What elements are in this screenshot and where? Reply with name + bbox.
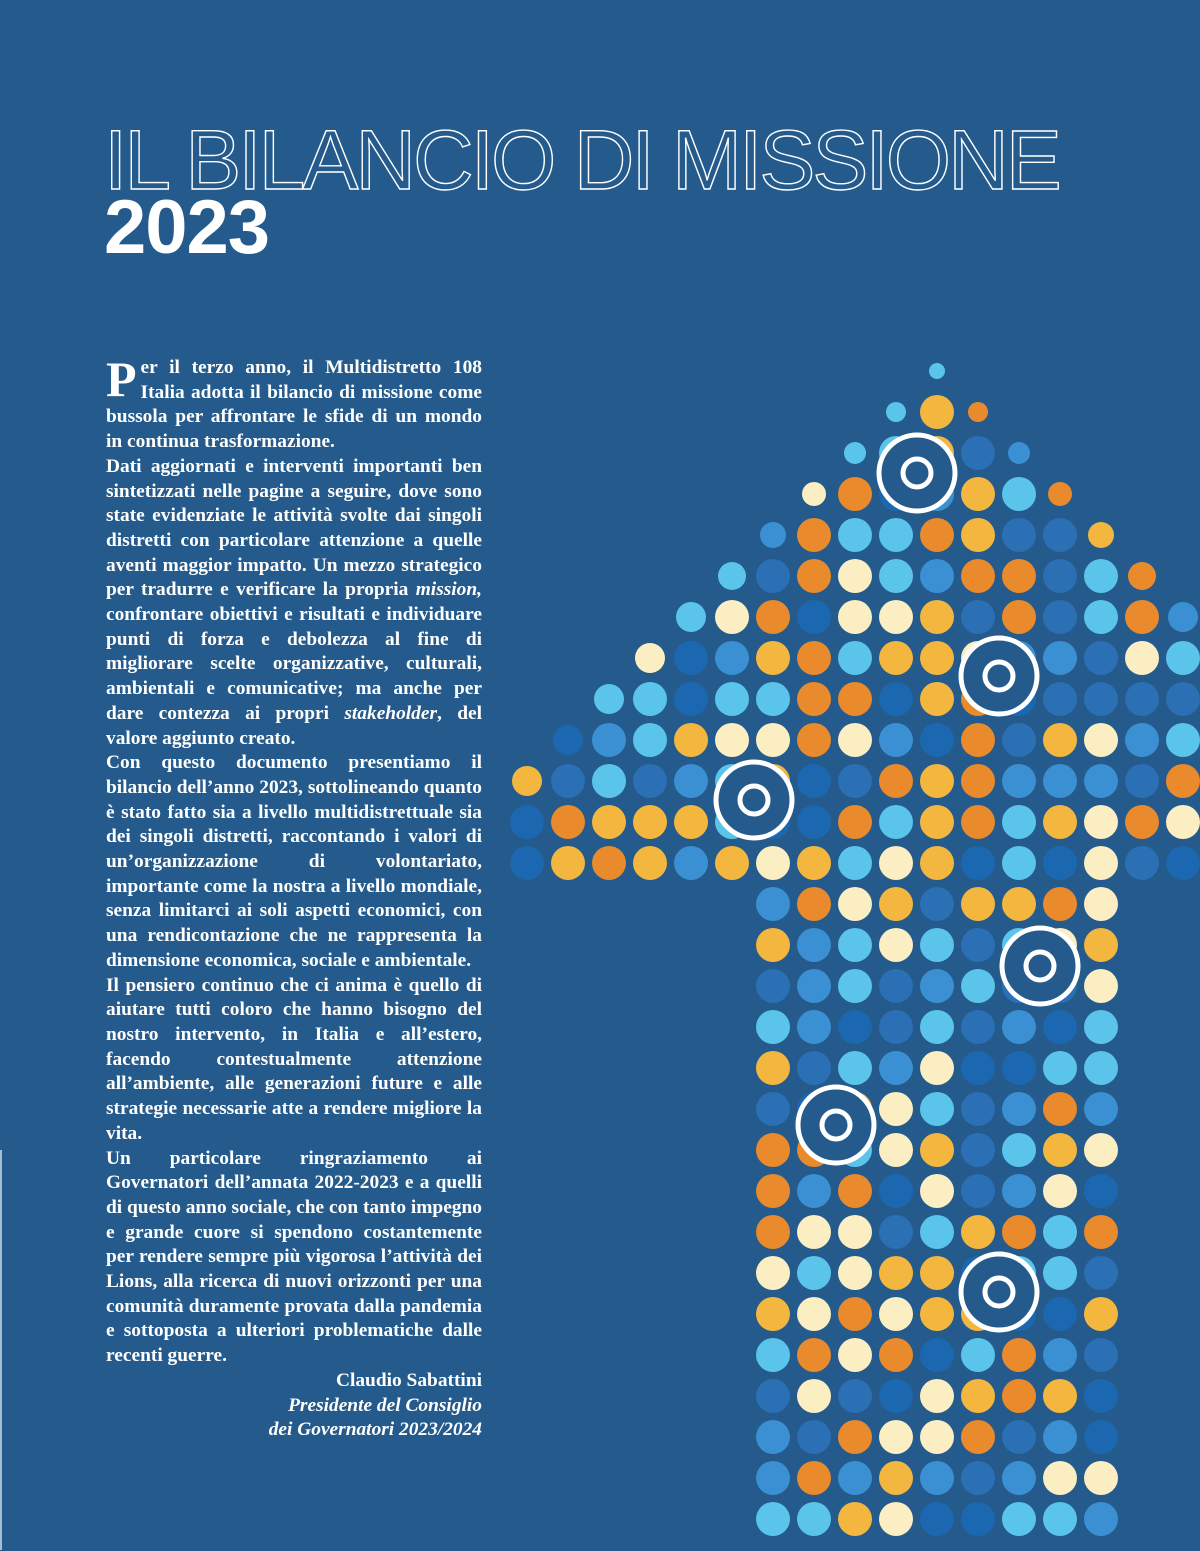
arrow-dot [1084,1379,1118,1413]
arrow-dot [674,641,708,675]
eye-icon [961,638,1037,714]
arrow-dot [551,764,585,798]
arrow-dot [838,805,872,839]
arrow-dot [879,1379,913,1413]
arrow-dot [1166,764,1200,798]
arrow-dot [961,559,995,593]
arrow-dot [1084,1092,1118,1126]
arrow-dot [1084,559,1118,593]
hands-person-icon [879,435,955,511]
arrow-dot [929,363,945,379]
arrow-dot [879,1010,913,1044]
arrow-dot [879,682,913,716]
arrow-dot [1084,1010,1118,1044]
arrow-dot [961,1502,995,1536]
arrow-dot [961,723,995,757]
arrow-dot [879,764,913,798]
arrow-dot [961,846,995,880]
arrow-dot [920,1338,954,1372]
arrow-dot [1043,1461,1077,1495]
arrow-dot [838,1461,872,1495]
arrow-dot [510,846,544,880]
arrow-dot [920,1092,954,1126]
arrow-dot [1125,682,1159,716]
arrow-dot [879,1297,913,1331]
arrow-dot [838,559,872,593]
arrow-dot [1043,600,1077,634]
arrow-dot [1166,846,1200,880]
arrow-dot [1048,482,1072,506]
arrow-dot [879,846,913,880]
arrow-dot [797,1297,831,1331]
arrow-dot [1002,1502,1036,1536]
arrow-dot [961,1379,995,1413]
arrow-dot [961,1420,995,1454]
arrow-dot [512,766,542,796]
arrow-dot [920,1010,954,1044]
arrow-dot [920,600,954,634]
arrow-dot [920,518,954,552]
signature-name: Claudio Sabattini [335,1369,482,1391]
arrow-dot [797,682,831,716]
arrow-dot [1125,641,1159,675]
arrow-dot [838,723,872,757]
arrow-dot [1043,764,1077,798]
arrow-dot [756,1297,790,1331]
arrow-dot [1043,1297,1077,1331]
arrow-dot [838,682,872,716]
arrow-dot [756,928,790,962]
arrow-dot [592,805,626,839]
ribbon-icon [1002,928,1078,1004]
drop-cap: P [106,351,137,407]
arrow-dot [797,805,831,839]
arrow-dot [838,1420,872,1454]
arrow-dot [838,641,872,675]
arrow-dot [879,1338,913,1372]
arrow-dot [1043,1420,1077,1454]
arrow-dot [633,682,667,716]
arrow-dot [797,1461,831,1495]
arrow-dot [961,600,995,634]
arrow-dot [838,1297,872,1331]
arrow-dot [802,482,826,506]
arrow-dot [1002,1010,1036,1044]
arrow-dot [920,928,954,962]
arrow-dot [756,1379,790,1413]
arrow-dot [1043,518,1077,552]
arrow-dot [1043,1133,1077,1167]
arrow-dot [1125,600,1159,634]
arrow-dot [920,805,954,839]
arrow-dot [1002,559,1036,593]
helping-hands-icon [961,1254,1037,1330]
arrow-dot [920,1256,954,1290]
arrow-dot [920,969,954,1003]
arrow-dot [797,1379,831,1413]
arrow-dot [1002,764,1036,798]
arrow-dot [1084,805,1118,839]
arrow-dot [920,395,954,429]
arrow-dot [756,1461,790,1495]
arrow-dot [1002,1051,1036,1085]
arrow-dot [1043,1215,1077,1249]
arrow-dot [756,1420,790,1454]
paragraph-2-c: , del valore aggiunto creato. [106,702,482,749]
arrow-dot [838,1215,872,1249]
arrow-dot [551,805,585,839]
arrow-dot [879,518,913,552]
arrow-dot [1043,641,1077,675]
arrow-dot [797,641,831,675]
arrow-dot [961,1174,995,1208]
arrow-dot [1084,723,1118,757]
arrow-dot [961,477,995,511]
arrow-dot [920,1215,954,1249]
arrow-dot [1166,805,1200,839]
arrow-dot [592,723,626,757]
arrow-dot [920,1051,954,1085]
arrow-dot [1002,477,1036,511]
arrow-dot [920,641,954,675]
arrow-dot [920,1461,954,1495]
arrow-dot [1002,846,1036,880]
arrow-dot [756,1174,790,1208]
arrow-dot [920,1297,954,1331]
arrow-dot [1168,602,1198,632]
arrow-dot [920,1420,954,1454]
arrow-dot [797,1338,831,1372]
arrow-dot [879,1092,913,1126]
arrow-dot [961,805,995,839]
arrow-dot [797,1010,831,1044]
arrow-dot [961,887,995,921]
arrow-dot [1043,682,1077,716]
arrow-dot [961,969,995,1003]
arrow-dot [879,887,913,921]
title-year: 2023 [104,185,270,270]
arrow-dot [1002,600,1036,634]
arrow-dot [797,1256,831,1290]
arrow-dot [838,1256,872,1290]
arrow-dot [879,1420,913,1454]
arrow-dot [920,682,954,716]
arrow-dot [838,1174,872,1208]
arrow-dot [674,764,708,798]
arrow-dot [797,969,831,1003]
arrow-dot [1043,1010,1077,1044]
arrow-dot [1125,805,1159,839]
arrow-dot [633,805,667,839]
arrow-dot [920,559,954,593]
arrow-dot [879,641,913,675]
arrow-dot [1084,1256,1118,1290]
paragraph-2-b: confrontare obiettivi e risultati e individuare punti di forza e debolezza al fine di migliorare scelte organizzative, culturali, ambientali e comunicative; ma anche per dare contezza ai propri [106,604,482,724]
arrow-dot [756,641,790,675]
arrow-dot [797,1051,831,1085]
arrow-dot [797,1174,831,1208]
arrow-dot [1043,805,1077,839]
arrow-dot [633,764,667,798]
arrow-dot [760,522,786,548]
arrow-dot [1043,1502,1077,1536]
arrow-dot [1043,1338,1077,1372]
arrow-dot [715,723,749,757]
arrow-dot [715,846,749,880]
arrow-dot [1002,1461,1036,1495]
arrow-dot [838,1502,872,1536]
arrow-dot [879,1051,913,1085]
arrow-dot [838,1379,872,1413]
arrow-dot [961,436,995,470]
arrow-dot [838,887,872,921]
arrow-dot [1084,969,1118,1003]
arrow-dot [961,1338,995,1372]
arrow-dot [1002,518,1036,552]
arrow-dot [879,559,913,593]
arrow-dot [879,1215,913,1249]
arrow-dot [1084,600,1118,634]
title-line: IL BILANCIO DI MISSIONE [104,113,1059,207]
mission-word: mission, [415,579,482,601]
paragraph-2-a: Dati aggiornati e interventi importanti ben sintetizzati nelle pagine a seguire, dove sono state evidenziate le attività svolte dai singoli distretti con particolare attenzione a quelle aventi maggior impatto. Un mezzo strategico per tradurre e verificare la propria [106,455,482,601]
signature-role-1: Presidente del Consiglio [288,1394,482,1416]
arrow-dot [1084,1338,1118,1372]
arrow-dot [838,600,872,634]
arrow-dot [797,846,831,880]
arrow-dot [879,1174,913,1208]
arrow-dot [553,725,583,755]
arrow-dot [879,1133,913,1167]
arrow-dot [920,887,954,921]
arrow-dot [1088,522,1114,548]
arrow-dot [1043,559,1077,593]
stakeholder-word: stakeholder [344,702,438,724]
arrow-dot [1043,887,1077,921]
food-bowl-icon [798,1087,874,1163]
arrow-dot [1002,805,1036,839]
arrow-dot [797,518,831,552]
paragraph-4: Il pensiero continuo che ci anima è quello di aiutare tutti coloro che hanno bisogno del nostro intervento, in Italia e all’estero, facendo contestualmente attenzione all’ambiente, alle generazioni future e alle strategie necessarie atte a rendere migliore la vita. [106,974,482,1144]
arrow-dot [633,723,667,757]
arrow-dot [756,1215,790,1249]
arrow-dot [838,846,872,880]
arrow-dot [1084,1133,1118,1167]
arrow-dot [1084,1174,1118,1208]
arrow-dot [879,805,913,839]
arrow-dot [879,600,913,634]
arrow-dot [1128,562,1156,590]
arrow-dot [674,723,708,757]
arrow-dot [838,764,872,798]
arrow-dot [1084,641,1118,675]
arrow-dot [756,1010,790,1044]
arrow-dot [1002,1338,1036,1372]
arrow-dot [756,559,790,593]
arrow-dot [797,1420,831,1454]
signature-role-2: dei Governatori 2023/2024 [268,1419,482,1441]
arrow-dot [797,1215,831,1249]
arrow-dot [844,442,866,464]
arrow-dot [1125,764,1159,798]
arrow-dot [797,1502,831,1536]
arrow-dot [756,600,790,634]
arrow-dot [592,846,626,880]
arrow-dot [838,518,872,552]
arrow-dot [961,928,995,962]
arrow-dot [961,1010,995,1044]
arrow-dot [961,1215,995,1249]
arrow-dot [1084,846,1118,880]
arrow-dot [920,1502,954,1536]
arrow-dot [674,846,708,880]
arrow-dot [756,1338,790,1372]
arrow-dot [1002,723,1036,757]
arrow-dot [1002,1215,1036,1249]
arrow-dot [797,928,831,962]
arrow-dot [715,682,749,716]
arrow-dot [1125,846,1159,880]
arrow-dot [1002,1133,1036,1167]
arrow-dot [961,1051,995,1085]
arrow-dot [879,723,913,757]
arrow-dot [1084,682,1118,716]
arrow-dot [1166,641,1200,675]
arrow-dot [920,846,954,880]
arrow-dot [961,1133,995,1167]
arrow-dot [718,562,746,590]
arrow-dot [756,1092,790,1126]
arrow-dot [1043,1174,1077,1208]
arrow-dot [674,682,708,716]
arrow-dot [756,1133,790,1167]
arrow-dot [594,684,624,714]
arrow-dot [838,1010,872,1044]
arrow-dot [1084,1420,1118,1454]
arrow-dot [592,764,626,798]
arrow-dot [756,1502,790,1536]
paragraph-1-text: er il terzo anno, il Multidistretto 108 Italia adotta il bilancio di missione come bussola per affrontare le sfide di un mondo in continua trasformazione. [106,357,482,453]
arrow-dot [920,723,954,757]
arrow-dot [879,1502,913,1536]
arrow-dot [1043,846,1077,880]
arrow-dot [838,928,872,962]
arrow-dot [1002,1092,1036,1126]
arrow-dot [756,682,790,716]
arrow-dot [797,559,831,593]
arrow-dot [797,764,831,798]
arrow-dot [961,518,995,552]
arrow-dot [920,764,954,798]
arrow-dot [1008,442,1030,464]
arrow-dot [1166,682,1200,716]
arrow-dot [920,1379,954,1413]
arrow-dot [1084,887,1118,921]
arrow-dot [1084,1051,1118,1085]
arrow-dot [797,600,831,634]
arrow-dot [756,1256,790,1290]
arrow-dot [920,1174,954,1208]
arrow-dot [961,764,995,798]
arrow-dot [961,1092,995,1126]
arrow-dot [676,602,706,632]
leaf-icon [716,762,792,838]
arrow-dot [1002,887,1036,921]
arrow-dot [635,643,665,673]
arrow-dot [920,1133,954,1167]
arrow-dot [1002,1174,1036,1208]
arrow-dot [879,1256,913,1290]
arrow-dot [879,1461,913,1495]
arrow-dot [879,928,913,962]
arrow-dot [886,402,906,422]
arrow-dot [961,1461,995,1495]
arrow-dot [756,969,790,1003]
arrow-dot [1043,1051,1077,1085]
arrow-dot [1084,764,1118,798]
arrow-dot [797,723,831,757]
arrow-dot [551,846,585,880]
arrow-dot [1002,1420,1036,1454]
paragraph-5: Un particolare ringraziamento ai Governatori dell’annata 2022-2023 e a quelli di questo anno sociale, che con tanto impegno e grande cuore si spendono costantemente per rendere sempre più vigorosa l’attività dei Lions, alla ricerca di nuovi orizzonti per una comunità duramente provata dalla pandemia e sottoposta a ulteriori problematiche dalle recenti guerre. [106,1147,482,1367]
arrow-dot [1125,723,1159,757]
arrow-dot [756,846,790,880]
arrow-dot [838,1338,872,1372]
arrow-dot [1084,1461,1118,1495]
arrow-dot [715,600,749,634]
arrow-dot [838,1051,872,1085]
arrow-dot [1043,1256,1077,1290]
arrow-dot [838,477,872,511]
arrow-dot [633,846,667,880]
arrow-dot [674,805,708,839]
arrow-dot [1084,928,1118,962]
arrow-dot [1084,1297,1118,1331]
arrow-dot [1002,1379,1036,1413]
arrow-dot [1043,723,1077,757]
arrow-dot [1043,1379,1077,1413]
arrow-dot [838,969,872,1003]
arrow-dot [879,969,913,1003]
arrow-dot [756,887,790,921]
arrow-dot [1084,1502,1118,1536]
arrow-dot [968,402,988,422]
arrow-dot [715,641,749,675]
arrow-dot [510,805,544,839]
arrow-dot [1166,723,1200,757]
arrow-dot [756,1051,790,1085]
paragraph-3: Con questo documento presentiamo il bilancio dell’anno 2023, sottolineando quanto è stato fatto sia a livello multidistrettuale sia dei singoli distretti, raccontando i valori di un’organizzazione di volontariato, importante come la nostra a livello mondiale, senza limitarci ai soli aspetti economici, con una rendicontazione che ne rappresenta la dimensione economica, sociale e ambientale. [106,752,482,971]
arrow-dot [756,723,790,757]
arrow-dot [1043,1092,1077,1126]
arrow-dot [797,887,831,921]
arrow-dot [1084,1215,1118,1249]
